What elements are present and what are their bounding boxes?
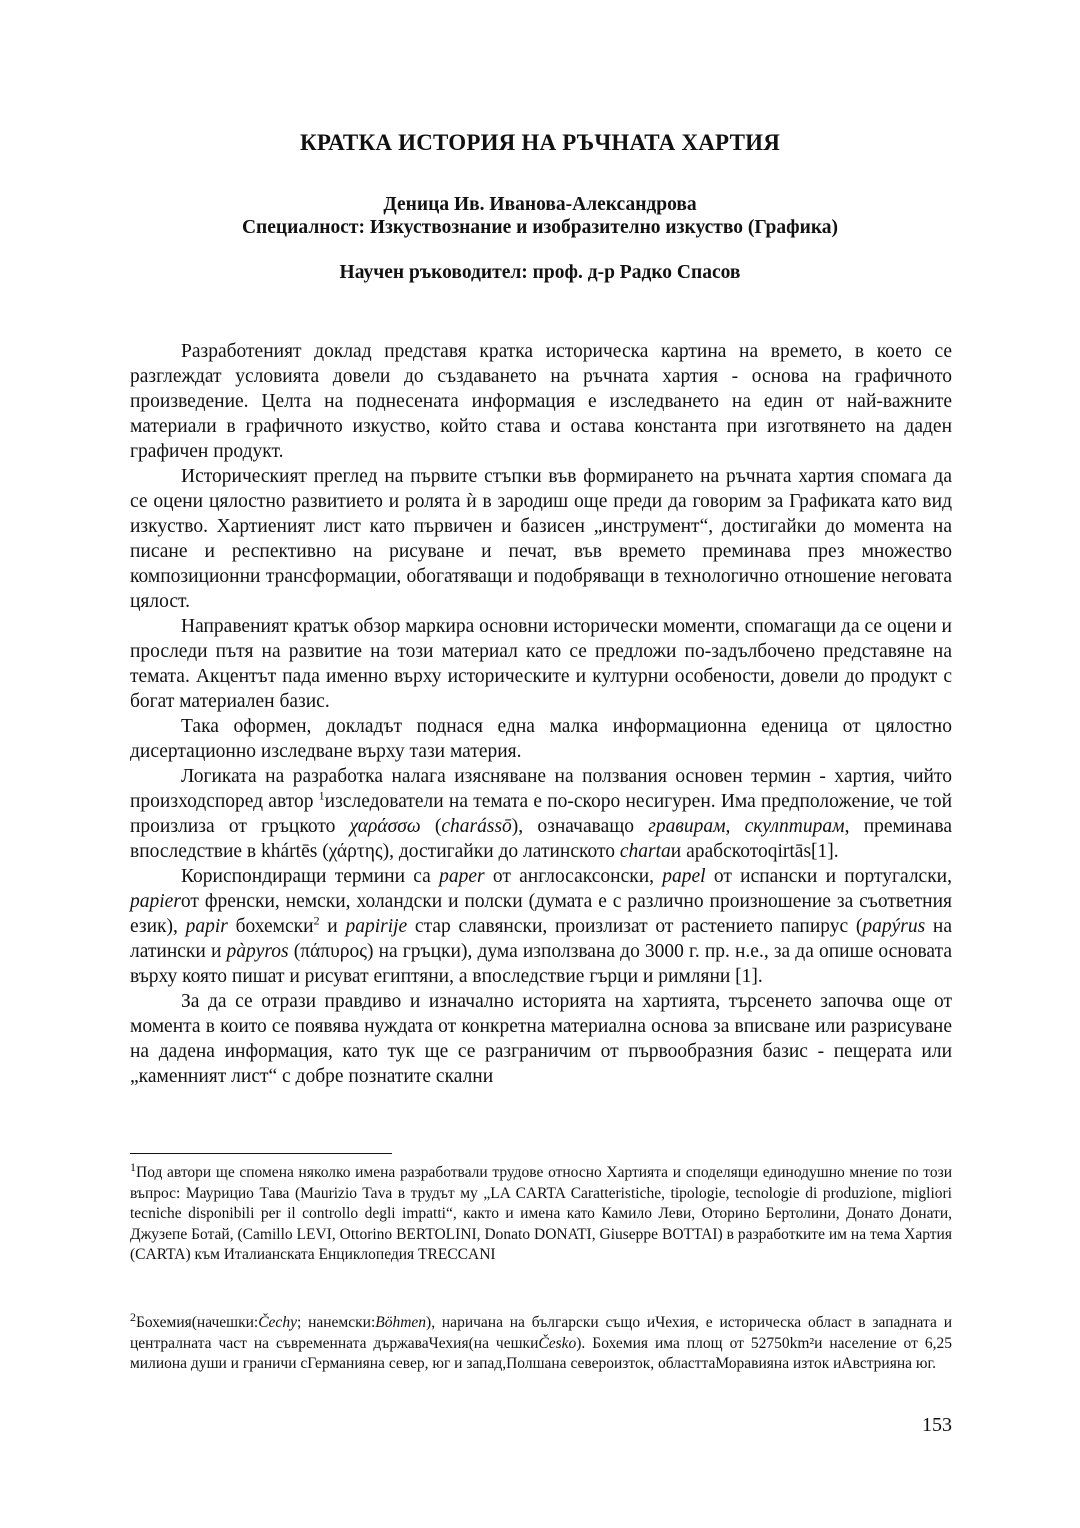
article-body <box>130 339 952 1089</box>
p5-meaning: гравирам, скулптирам <box>648 816 845 837</box>
p6-term-paper: paper <box>439 866 485 887</box>
paragraph-2: Историческият преглед на първите стъпки във формирането на ръчната хартия спомага да се оцени цялостно развитието и ролята ѝ в зародиш още преди да говорим за Графиката като вид изкуство. Хартиеният лист като първичен и базисен „инструмент“, достигайки до момента на писане и респективно на рисуване и печат, във времето преминава през множество композиционни трансформации, обогатяващи и подобряващи в технологично отношение неговата цялост. <box>130 466 952 612</box>
p5-text-1: Логиката на разработка налага изясняване на ползвания основен термин - хартия, чийто произходспоред автор <box>130 766 952 812</box>
supervisor-line: Научен ръководител: проф. д-р Радко Спасов <box>339 262 741 283</box>
author-block <box>0 193 1080 239</box>
paper-title: КРАТКА ИСТОРИЯ НА РЪЧНАТА ХАРТИЯ <box>299 130 781 155</box>
fn2-text-3: ; на <box>296 1314 324 1331</box>
p6-text-4: от френски, немски, холандски и полски (думата е с различно произношение за съответния език), <box>130 891 952 937</box>
p6-text-6: и <box>319 916 346 937</box>
p6-text-5: бохемски <box>227 916 314 937</box>
p5-latin-word: charta <box>619 841 671 862</box>
fn2-german-name: Böhmen <box>375 1314 427 1331</box>
fn2-czech-name: Čechy <box>258 1314 297 1331</box>
footnote-ref-1[interactable]: 1 <box>318 788 325 803</box>
fn2-text-9: (на чешки <box>468 1334 539 1352</box>
fn2-text-1: Бохемия(на <box>136 1314 212 1331</box>
p6-text-8: на латински и <box>130 916 953 962</box>
p6-text-9: (πάπυρος) на гръцки), дума използвана до 3000 г. пр. н.е., за да опише основата върху която пишат и рисуват египтяни, а впоследствие гърци и римляни [1]. <box>130 941 952 987</box>
p6-term-papirije: papirije <box>345 916 408 937</box>
p5-text-4: ), означаващо <box>511 816 649 837</box>
fn2-text-16: на изток и <box>773 1355 842 1372</box>
fn2-link-austria[interactable]: Австрия <box>841 1355 897 1372</box>
p6-term-papyros: pàpyros <box>226 941 289 962</box>
p6-text-2: от англосаксонски, <box>484 866 663 887</box>
fn2-link-poland[interactable]: Полша <box>506 1355 552 1372</box>
p5-transliteration: charássō <box>441 816 512 837</box>
fn2-link-moravia[interactable]: Моравия <box>715 1355 774 1372</box>
footnote-1-text: Под автори ще спомена няколко имена разработвали трудове относно Хартията и споделящи единодушно мнение по този въпрос: Маурицио Тава (Maurizio Tava в трудът му „LA CARTA Caratteristiche, tipologie, tecnologie di produzione, migliori tecniche disponibili per il controllo degli impatti“, както и имена като Камило Леви, Оторино Бертолини, Донато Донати, Джузепе Ботай, (Camillo LEVI, Ottorino BERTOLINI, Donato DONATI, Giuseppe BOTTAI) в разработките им на тема Хартия (CARTA) към Италианската Енциклопедия TRECCANI <box>130 1164 952 1263</box>
p5-text-5: , преминава впоследствие в khártēs (χάρτης), достигайки до латинското <box>130 816 953 862</box>
fn2-link-czech[interactable]: чешки: <box>211 1314 259 1331</box>
page-number: 153 <box>922 1414 952 1436</box>
paragraph-4: Така оформен, докладът поднася една малка информационна еденица от цялостно дисертационно изследване върху тази материя. <box>130 716 952 762</box>
fn2-link-chehia-1[interactable]: Чехия <box>655 1314 696 1331</box>
paragraph-3: Направеният кратък обзор маркира основни исторически моменти, спомагащи да се оцени и проследи пътя на развитие на този материал като се предложи по-задълбочено представяне на темата. Акцентът пада именно върху историческите и културни особености, довели до продукт с богат материален базис. <box>130 616 952 712</box>
p6-text-1: Кориспондиращи термини са <box>181 866 440 887</box>
paragraph-1: Разработеният доклад представя кратка историческа картина на времето, в което се разглеждат условията довели до създаването на ръчната хартия - основа на графичното произведение. Целта на поднесената информация е изследването на един от най-важните материали в графичното изкуство, който става и остава константа при изготвянето на даден графичен продукт. <box>130 341 952 462</box>
fn2-text-5: ), наричана на български също и <box>426 1314 656 1331</box>
fn2-text-14: на североизток, областта <box>551 1355 716 1372</box>
p6-term-papel: papel <box>662 866 706 887</box>
fn2-text-12: на север, юг и запад, <box>369 1355 507 1372</box>
p5-text-3: ( <box>420 816 442 837</box>
footnote-2 <box>130 1309 952 1375</box>
fn2-text-18: на юг. <box>896 1355 936 1372</box>
p5-text-2: изследователи на темата е по-скоро несигурен. Има предположение, че той произлиза от гръцкото <box>130 791 952 837</box>
p6-text-3: от испански и португалски, <box>705 866 952 887</box>
footnote-separator <box>130 1153 392 1154</box>
fn2-link-germany[interactable]: Германия <box>307 1355 370 1372</box>
paragraph-6 <box>130 864 952 989</box>
fn2-text-7: , е историческа област в западната и централната част на съвременната държава <box>130 1314 952 1352</box>
paragraph-5 <box>130 764 952 864</box>
author-specialty: Специалност: Изкуствознание и изобразително изкуство (Графика) <box>241 217 839 238</box>
p6-term-papir: papir <box>185 916 228 937</box>
fn2-text-10: ). Бохемия има площ от 52750km²и население от 6,25 милиона души и граничи с <box>130 1334 952 1372</box>
fn2-link-chehia-2[interactable]: Чехия <box>428 1334 469 1352</box>
paragraph-7: За да се отрази правдиво и изначално историята на хартията, търсенето започва още от момента в които се появява нуждата от конкретна материална основа за вписване или разрисуване на дадена информация, като тук ще се разграничим от първообразния базис - пещерата или „каменният лист“ с добре познатите скални <box>130 991 952 1087</box>
p6-text-7: стар славянски, произлизат от растението папирус ( <box>407 916 863 937</box>
footnote-ref-2[interactable]: 2 <box>313 913 320 928</box>
p6-term-papyrus: papýrus <box>862 916 926 937</box>
fn2-link-german[interactable]: немски: <box>323 1314 376 1331</box>
p5-text-6: и арабскотоqirtās[1]. <box>670 841 839 862</box>
footnote-2-number: 2 <box>130 1309 136 1324</box>
author-name: Деница Ив. Иванова-Александрова <box>383 194 697 215</box>
p5-greek-word: χαράσσω <box>349 816 421 837</box>
p6-term-papier: papier <box>130 891 181 912</box>
fn2-cesko: Česko <box>538 1334 577 1352</box>
footnote-1 <box>130 1159 952 1266</box>
footnote-1-number: 1 <box>130 1159 136 1174</box>
